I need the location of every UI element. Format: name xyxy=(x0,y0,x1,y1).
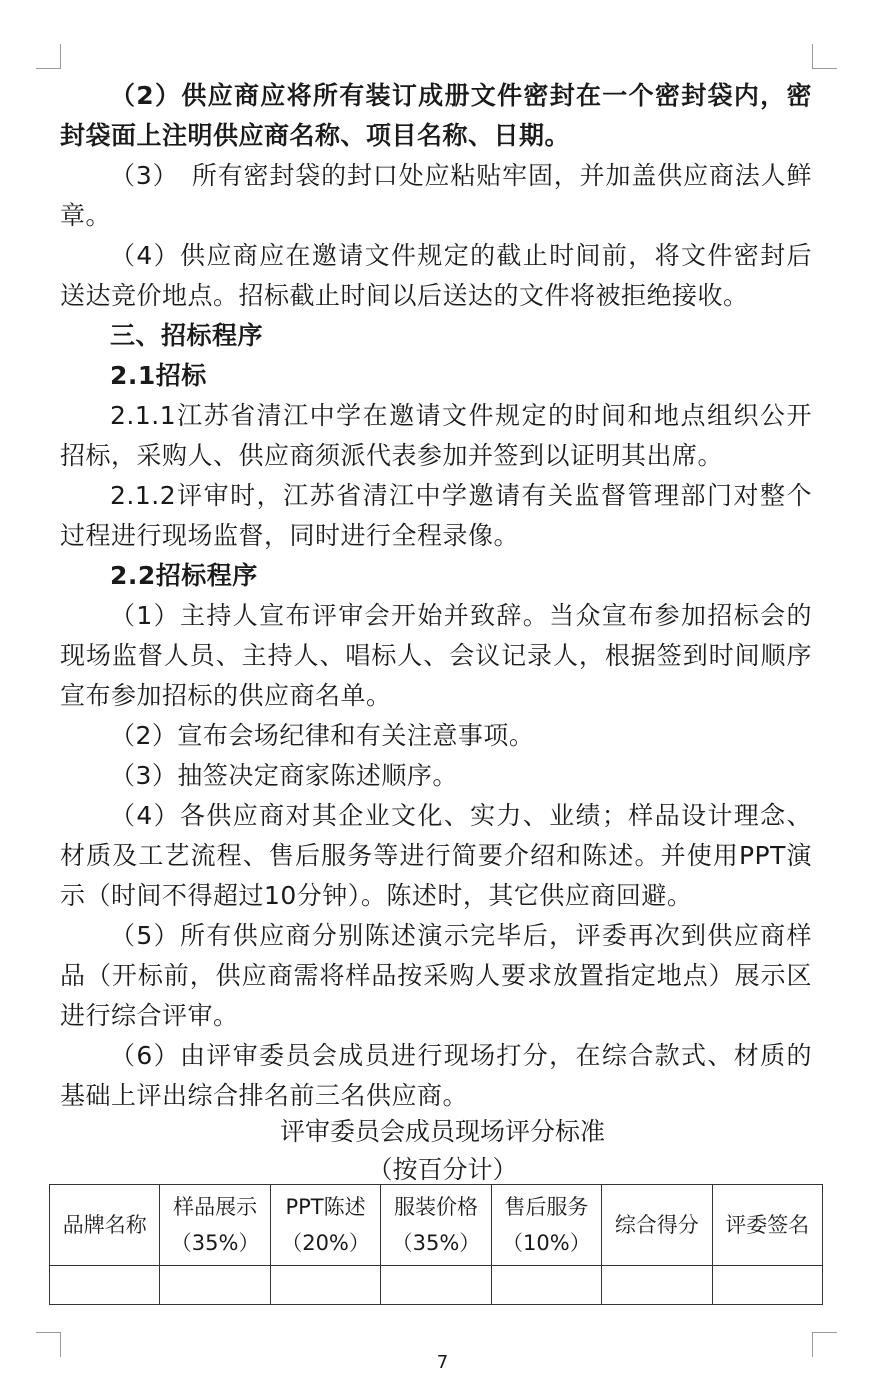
clause-4-deadline: （4）供应商应在邀请文件规定的截止时间前，将文件密封后送达竞价地点。招标截止时间以后送达的文件将被拒绝接收。 xyxy=(60,241,812,310)
document-body xyxy=(60,76,812,1116)
page-number: 7 xyxy=(436,1352,449,1373)
header-total-score: 综合得分 xyxy=(602,1185,712,1266)
table-cell xyxy=(491,1266,601,1305)
table-cell xyxy=(712,1266,822,1305)
table-cell xyxy=(50,1266,160,1305)
crop-mark-top-right xyxy=(812,44,837,69)
table-cell xyxy=(602,1266,712,1305)
step-1: （1）主持人宣布评审会开始并致辞。当众宣布参加招标会的现场监督人员、主持人、唱标人、会议记录人，根据签到时间顺序宣布参加招标的供应商名单。 xyxy=(60,601,812,710)
table-caption: 评审委员会成员现场评分标准 xyxy=(279,1117,605,1146)
scoring-table xyxy=(49,1184,823,1305)
clause-2-1-2: 2.1.2评审时，江苏省清江中学邀请有关监督管理部门对整个过程进行现场监督，同时进行全程录像。 xyxy=(60,481,812,550)
table-cell xyxy=(160,1266,270,1305)
header-judge-signature: 评委签名 xyxy=(712,1185,822,1266)
clause-2-1-1: 2.1.1江苏省清江中学在邀请文件规定的时间和地点组织公开招标，采购人、供应商须派代表参加并签到以证明其出席。 xyxy=(60,401,812,470)
clause-3-seal-stamp: （3） 所有密封袋的封口处应粘贴牢固，并加盖供应商法人鲜章。 xyxy=(60,161,812,230)
step-3: （3）抽签决定商家陈述顺序。 xyxy=(110,761,458,790)
step-6: （6）由评审委员会成员进行现场打分，在综合款式、材质的基础上评出综合排名前三名供应商。 xyxy=(60,1041,812,1110)
subheading-2-2: 2.2招标程序 xyxy=(110,561,258,590)
header-brand-name: 品牌名称 xyxy=(50,1185,160,1266)
table-header-row xyxy=(50,1185,823,1266)
step-4: （4）各供应商对其企业文化、实力、业绩；样品设计理念、材质及工艺流程、售后服务等进行简要介绍和陈述。并使用PPT演示（时间不得超过10分钟）。陈述时，其它供应商回避。 xyxy=(60,801,812,910)
header-garment-price: 服装价格 （35%） xyxy=(381,1185,491,1266)
subheading-2-1: 2.1招标 xyxy=(110,361,207,390)
table-subcaption: （按百分计） xyxy=(367,1155,518,1184)
section-heading-procedure: 三、招标程序 xyxy=(110,321,264,350)
table-cell xyxy=(270,1266,380,1305)
header-ppt-presentation: PPT陈述 （20%） xyxy=(270,1185,380,1266)
header-sample-display: 样品展示 （35%） xyxy=(160,1185,270,1266)
clause-2-sealing: （2）供应商应将所有装订成册文件密封在一个密封袋内，密封袋面上注明供应商名称、项目名称、日期。 xyxy=(60,81,812,150)
step-5: （5）所有供应商分别陈述演示完毕后，评委再次到供应商样品（开标前，供应商需将样品按采购人要求放置指定地点）展示区进行综合评审。 xyxy=(60,921,812,1030)
step-2: （2）宣布会场纪律和有关注意事项。 xyxy=(110,721,535,750)
table-cell xyxy=(381,1266,491,1305)
crop-mark-top-left xyxy=(36,44,61,69)
table-row xyxy=(50,1266,823,1305)
header-after-sales: 售后服务 （10%） xyxy=(491,1185,601,1266)
